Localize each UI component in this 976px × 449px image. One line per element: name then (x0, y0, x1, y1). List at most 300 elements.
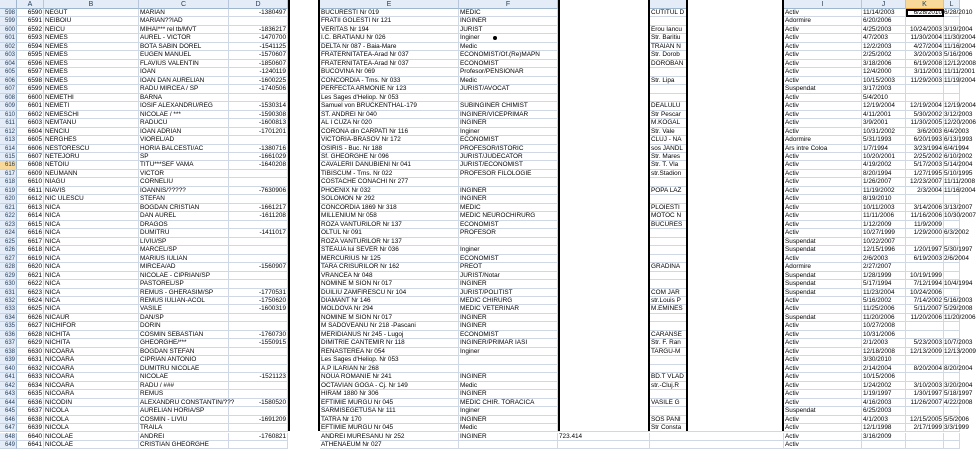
cell-i[interactable]: Activ (784, 77, 862, 85)
cell-a[interactable]: 6616 (17, 229, 44, 237)
cell-c[interactable]: STEFAN (139, 195, 229, 203)
row-header[interactable]: 649 (0, 441, 17, 449)
cell-c[interactable]: TITU***SEF VAMA (139, 161, 229, 169)
cell-f[interactable]: SUBINGINER CHIMIST (459, 102, 558, 110)
cell-h[interactable]: COM JAR (650, 289, 784, 297)
cell-f[interactable]: ECONOMIST/Of.(Re)MAPN (459, 51, 558, 59)
cell-h[interactable]: PLOIESTI (650, 204, 784, 212)
cell-e[interactable]: CONCORDIA 1869 Nr 318 (320, 204, 459, 212)
row-header[interactable]: 642 (0, 382, 17, 390)
cell-a[interactable]: 6612 (17, 195, 44, 203)
row-header[interactable]: 605 (0, 68, 17, 76)
cell-b[interactable]: NEMESCHI (44, 111, 139, 119)
cell-j[interactable]: 10/11/2003 (862, 204, 906, 212)
cell-i[interactable]: Activ (784, 51, 862, 59)
cell-l[interactable]: 11/20/2006 (944, 313, 976, 321)
cell-d[interactable] (229, 280, 288, 288)
row-header[interactable]: 646 (0, 416, 17, 424)
cell-i[interactable]: Activ (784, 331, 862, 339)
cell-h[interactable]: Str Consta (650, 424, 784, 432)
cell-e[interactable]: DIAMANT Nr 146 (320, 297, 459, 305)
cell-b[interactable]: NICA (44, 238, 139, 246)
cell-d[interactable] (229, 356, 288, 364)
row-header[interactable]: 644 (0, 399, 17, 407)
row-header[interactable]: 635 (0, 322, 17, 330)
cell-l[interactable]: 5/10/1995 (944, 169, 973, 177)
cell-j[interactable]: 11/20/2006 (862, 314, 906, 322)
cell-k[interactable] (906, 373, 944, 381)
cell-i[interactable]: Activ (784, 229, 862, 237)
cell-d[interactable]: -1411017 (229, 229, 288, 237)
cell-l[interactable] (944, 322, 960, 330)
cell-f[interactable] (459, 356, 558, 364)
cell-k[interactable] (906, 433, 944, 441)
cell-b[interactable]: NICOLA (44, 407, 139, 415)
cell-b[interactable]: NICA (44, 297, 139, 305)
cell-d[interactable]: -1691209 (229, 416, 288, 424)
cell-a[interactable]: 6620 (17, 263, 44, 271)
cell-e[interactable]: OCTAVIAN GOGA - Cj. Nr 149 (320, 382, 459, 390)
cell-l[interactable]: 6/4/2003 (944, 127, 969, 135)
row-header[interactable]: 627 (0, 255, 17, 263)
cell-e[interactable]: RENASTEREA Nr 054 (320, 348, 459, 356)
cell-e[interactable]: M SADOVEANU Nr 218 -Pascani (320, 322, 459, 330)
cell-a[interactable]: 6605 (17, 136, 44, 144)
column-header-f[interactable]: F (459, 0, 558, 9)
cell-j[interactable]: 12/4/2000 (862, 68, 906, 76)
cell-a[interactable]: 6618 (17, 246, 44, 254)
cell-d[interactable]: -1590308 (229, 111, 288, 119)
cell-l[interactable]: 11/19/2004 (944, 76, 976, 84)
cell-c[interactable]: AURELIAN HORIA/SP (139, 407, 229, 415)
cell-a[interactable]: 6626 (17, 314, 44, 322)
cell-k[interactable] (906, 263, 944, 271)
cell-d[interactable] (229, 272, 288, 280)
cell-f[interactable]: INGINER (459, 314, 558, 322)
cell-j[interactable]: 11/23/2004 (862, 289, 906, 297)
cell-l[interactable]: 4/22/2008 (944, 398, 973, 406)
cell-a[interactable]: 6593 (17, 34, 44, 42)
cell-e[interactable]: MILLENIUM Nr 058 (320, 212, 459, 220)
cell-k[interactable]: 11/29/2003 (906, 77, 944, 85)
cell-i[interactable]: Activ (784, 373, 862, 381)
cell-d[interactable]: -1740506 (229, 85, 288, 93)
cell-f[interactable]: ECONOMIST (459, 255, 558, 263)
cell-c[interactable]: RADU / ### (139, 382, 229, 390)
cell-f[interactable]: Medic (459, 77, 558, 85)
cell-b[interactable]: NEMES (44, 34, 139, 42)
cell-d[interactable] (229, 238, 288, 246)
cell-j[interactable]: 2/1/2003 (862, 339, 906, 347)
cell-c[interactable]: DUMITRU (139, 229, 229, 237)
cell-a[interactable]: 6621 (17, 272, 44, 280)
cell-b[interactable]: NEMES (44, 51, 139, 59)
cell-b[interactable]: NICA (44, 246, 139, 254)
cell-j[interactable]: 1/7/1994 (862, 145, 906, 153)
cell-e[interactable]: ROZA VANTURILOR Nr 137 (320, 221, 459, 229)
cell-l[interactable]: 11/11/2001 (944, 68, 976, 76)
cell-h[interactable]: Erou Iancu (650, 26, 784, 34)
cell-j[interactable]: 10/22/2007 (862, 238, 906, 246)
cell-f[interactable]: Inginer (459, 348, 558, 356)
cell-e[interactable]: ANDREI MURESANU Nr 252 (320, 433, 459, 441)
cell-k[interactable]: 5/17/2003 (906, 161, 944, 169)
cell-a[interactable]: 6604 (17, 128, 44, 136)
cell-d[interactable]: -1600225 (229, 77, 288, 85)
cell-a[interactable]: 6630 (17, 348, 44, 356)
row-header[interactable]: 602 (0, 43, 17, 51)
cell-a[interactable]: 6636 (17, 399, 44, 407)
cell-c[interactable]: RADU MIRCEA / SP (139, 85, 229, 93)
cell-i[interactable]: Suspendat (784, 280, 862, 288)
cell-i[interactable]: Suspendat (784, 272, 862, 280)
cell-k[interactable]: 11/20/2006 (906, 314, 944, 322)
cell-f[interactable]: INGINER (459, 433, 558, 441)
cell-d[interactable] (229, 255, 288, 263)
cell-h[interactable]: VASILE G (650, 399, 784, 407)
cell-k[interactable]: 5/11/2007 (906, 305, 944, 313)
row-header[interactable]: 617 (0, 170, 17, 178)
cell-h[interactable]: CLUJ - NA (650, 136, 784, 144)
cell-d[interactable]: -1541125 (229, 43, 288, 51)
cell-e[interactable]: PERFECTA ARMONIE Nr 123 (320, 85, 459, 93)
cell-e[interactable]: TARA CRISURILOR Nr 162 (320, 263, 459, 271)
cell-e[interactable]: DUILIU ZAMFIRESCU Nr 104 (320, 289, 459, 297)
row-header[interactable]: 647 (0, 424, 17, 432)
cell-k[interactable] (906, 94, 944, 102)
row-header[interactable]: 598 (0, 9, 17, 17)
cell-b[interactable]: NEMES (44, 60, 139, 68)
cell-i[interactable]: Activ (784, 221, 862, 229)
cell-j[interactable]: 11/19/2002 (862, 187, 906, 195)
cell-l[interactable]: 5/29/2008 (944, 305, 973, 313)
cell-f[interactable] (459, 238, 558, 246)
cell-b[interactable]: NEMETI (44, 102, 139, 110)
row-header[interactable]: 639 (0, 356, 17, 364)
cell-f[interactable]: JURIST/Notar (459, 272, 558, 280)
cell-a[interactable]: 6594 (17, 43, 44, 51)
cell-l[interactable] (944, 331, 960, 339)
cell-h[interactable]: BUCURES (650, 221, 784, 229)
cell-b[interactable]: NICODIN (44, 399, 139, 407)
cell-e[interactable]: VRANCEA Nr 048 (320, 272, 459, 280)
cell-e[interactable]: TATRA Nr 170 (320, 416, 459, 424)
cell-b[interactable]: NICOARA (44, 356, 139, 364)
cell-j[interactable]: 10/20/2001 (862, 153, 906, 161)
cell-e[interactable]: OLTUL Nr 091 (320, 229, 459, 237)
row-header[interactable]: 623 (0, 221, 17, 229)
cell-c[interactable]: CORNELIU (139, 178, 229, 186)
cell-e[interactable]: MERIDIANUS Nr 245 - Lugoj (320, 331, 459, 339)
cell-c[interactable]: MIRCEA/AD (139, 263, 229, 271)
cell-d[interactable]: -1750620 (229, 297, 288, 305)
cell-e[interactable]: SARMISEGETUSA Nr 111 (320, 407, 459, 415)
cell-b[interactable]: NICA (44, 229, 139, 237)
cell-f[interactable]: ECONOMIST (459, 60, 558, 68)
row-header[interactable]: 608 (0, 94, 17, 102)
cell-b[interactable]: NEMETHI (44, 94, 139, 102)
cell-i[interactable]: Activ (784, 94, 862, 102)
cell-f[interactable]: INGINER/VICEPRIMAR (459, 111, 558, 119)
cell-d[interactable] (229, 246, 288, 254)
cell-d[interactable] (229, 17, 288, 25)
cell-h[interactable]: Str. Lipa (650, 77, 784, 85)
cell-b[interactable]: NEMTANU (44, 119, 139, 127)
cell-l[interactable]: 12/20/2006 (944, 119, 976, 127)
cell-c[interactable]: MIHAI*** rel tb/MVT (139, 26, 229, 34)
row-header[interactable]: 629 (0, 272, 17, 280)
cell-k[interactable] (906, 441, 944, 449)
cell-j[interactable]: 1/26/2007 (862, 178, 906, 186)
cell-f[interactable]: INGINER (459, 416, 558, 424)
row-header[interactable]: 637 (0, 339, 17, 347)
cell-l[interactable]: 10/4/1994 (944, 280, 973, 288)
cell-i[interactable]: Suspendat (784, 289, 862, 297)
cell-l[interactable]: 11/16/2004 (944, 186, 976, 194)
cell-j[interactable]: 3/17/2003 (862, 85, 906, 93)
cell-k[interactable]: 12/23/2007 (906, 178, 944, 186)
cell-f[interactable]: INGINER (459, 195, 558, 203)
cell-d[interactable]: -1560907 (229, 263, 288, 271)
cell-j[interactable] (862, 441, 906, 449)
cell-l[interactable] (944, 289, 960, 297)
cell-l[interactable]: 8/20/2004 (944, 364, 973, 372)
cell-d[interactable]: -1760730 (229, 331, 288, 339)
cell-b[interactable]: NIC ULESCU (44, 195, 139, 203)
row-header[interactable]: 630 (0, 280, 17, 288)
cell-b[interactable]: NICA (44, 204, 139, 212)
cell-l[interactable]: 6/13/1993 (944, 136, 973, 144)
cell-e[interactable]: EFTIMIE MURGU Nr 045 (320, 399, 459, 407)
cell-d[interactable]: -1521123 (229, 373, 288, 381)
cell-f[interactable]: JURIST (459, 26, 558, 34)
cell-a[interactable]: 6624 (17, 297, 44, 305)
cell-d[interactable] (229, 407, 288, 415)
cell-d[interactable]: -1850607 (229, 60, 288, 68)
cell-h[interactable]: str.Louis P (650, 297, 784, 305)
cell-l[interactable] (944, 221, 960, 229)
cell-l[interactable]: 11/30/2004 (944, 34, 976, 42)
cell-k[interactable]: 3/6/2003 (906, 128, 944, 136)
cell-d[interactable]: -1570607 (229, 51, 288, 59)
cell-d[interactable]: -1470700 (229, 34, 288, 42)
row-header[interactable]: 616 (0, 161, 17, 169)
cell-f[interactable]: Inginer (459, 246, 558, 254)
cell-i[interactable]: Activ (784, 43, 862, 51)
cell-h[interactable]: GRADINA (650, 263, 784, 271)
cell-a[interactable]: 6622 (17, 280, 44, 288)
row-header[interactable]: 612 (0, 128, 17, 136)
cell-a[interactable]: 6633 (17, 373, 44, 381)
cell-a[interactable]: 6634 (17, 382, 44, 390)
cell-c[interactable]: REMUS - GHERASIM/SP (139, 289, 229, 297)
cell-i[interactable]: Activ (784, 339, 862, 347)
cell-c[interactable]: BOTA SABIN DOREL (139, 43, 229, 51)
cell-k[interactable] (906, 407, 944, 415)
cell-i[interactable]: Activ (784, 322, 862, 330)
cell-e[interactable]: ROZA VANTURILOR Nr 137 (320, 238, 459, 246)
cell-b[interactable]: NICOARA (44, 382, 139, 390)
cell-d[interactable]: -1600319 (229, 305, 288, 313)
cell-f[interactable]: INGINER (459, 119, 558, 127)
cell-h[interactable]: TRAIAN N (650, 43, 784, 51)
cell-f[interactable]: Medic (459, 43, 558, 51)
cell-f[interactable]: MEDIC NEUROCHIRURG (459, 212, 558, 220)
cell-b[interactable]: NEICU (44, 26, 139, 34)
cell-f[interactable]: Medic (459, 382, 558, 390)
cell-f[interactable] (459, 94, 558, 102)
cell-i[interactable]: Activ (784, 297, 862, 305)
cell-d[interactable] (229, 314, 288, 322)
cell-c[interactable]: IOSIF ALEXANDRU/REG (139, 102, 229, 110)
row-header[interactable]: 600 (0, 26, 17, 34)
cell-k[interactable] (906, 322, 944, 330)
cell-i[interactable]: Activ (784, 433, 862, 441)
cell-i[interactable]: Activ (784, 68, 862, 76)
cell-j[interactable]: 11/25/2006 (862, 305, 906, 313)
cell-k[interactable]: 6/20/1993 (906, 136, 944, 144)
cell-h[interactable]: M.EMINES (650, 305, 784, 313)
cell-k[interactable]: 10/24/2006 (906, 289, 944, 297)
row-header[interactable]: 604 (0, 60, 17, 68)
cell-e[interactable]: NOMINE M SION Nr 017 (320, 280, 459, 288)
cell-d[interactable]: -1701201 (229, 128, 288, 136)
select-all-corner[interactable] (0, 0, 17, 9)
cell-a[interactable]: 6591 (17, 17, 44, 25)
cell-a[interactable]: 6619 (17, 255, 44, 263)
row-header[interactable]: 638 (0, 348, 17, 356)
cell-e[interactable]: Les Sages d'Heliop. Nr 053 (320, 94, 459, 102)
cell-d[interactable] (229, 382, 288, 390)
cell-c[interactable]: NICOLAE / *** (139, 111, 229, 119)
cell-b[interactable]: NICAUR (44, 314, 139, 322)
cell-a[interactable]: 6596 (17, 60, 44, 68)
column-header-j[interactable]: J (862, 0, 906, 9)
cell-a[interactable]: 6640 (17, 433, 44, 441)
cell-a[interactable]: 6627 (17, 322, 44, 330)
row-header[interactable]: 631 (0, 289, 17, 297)
cell-j[interactable]: 5/17/1994 (862, 280, 906, 288)
cell-c[interactable]: MARIAN (139, 9, 229, 17)
cell-j[interactable]: 10/27/2008 (862, 322, 906, 330)
cell-j[interactable]: 4/1/2003 (862, 416, 906, 424)
cell-e[interactable]: BUCOVINA Nr 069 (320, 68, 459, 76)
cell-a[interactable]: 6590 (17, 9, 44, 17)
row-header[interactable]: 621 (0, 204, 17, 212)
row-header[interactable]: 625 (0, 238, 17, 246)
cell-j[interactable]: 10/15/2003 (862, 77, 906, 85)
cell-j[interactable]: 6/25/2003 (862, 407, 906, 415)
cell-c[interactable]: BARNA (139, 94, 229, 102)
cell-c[interactable]: IOAN ADRIAN (139, 128, 229, 136)
row-header[interactable]: 603 (0, 51, 17, 59)
cell-c[interactable]: BOGDAN CRISTIAN (139, 204, 229, 212)
row-header[interactable]: 609 (0, 102, 17, 110)
cell-i[interactable]: Activ (784, 111, 862, 119)
cell-j[interactable]: 5/4/2010 (862, 94, 906, 102)
cell-b[interactable]: NICA (44, 272, 139, 280)
cell-c[interactable]: AUREL - VICTOR (139, 34, 229, 42)
cell-l[interactable] (944, 263, 960, 271)
cell-e[interactable]: VICTORIA-BRASOV Nr 172 (320, 136, 459, 144)
cell-f[interactable]: MEDIC (459, 204, 558, 212)
cell-i[interactable]: Activ (784, 399, 862, 407)
cell-l[interactable]: 3/3/1999 (944, 424, 969, 432)
cell-l[interactable]: 3/12/2003 (944, 110, 973, 118)
cell-i[interactable]: Activ (784, 441, 862, 449)
cell-d[interactable]: -1600813 (229, 119, 288, 127)
cell-c[interactable]: EUGEN MANUEL (139, 51, 229, 59)
cell-e[interactable]: CAVALERII DANUBIENI Nr 041 (320, 161, 459, 169)
cell-h[interactable]: Str. Vale (650, 128, 784, 136)
cell-b[interactable]: NICOARA (44, 348, 139, 356)
cell-d[interactable]: -1380716 (229, 145, 288, 153)
cell-c[interactable]: MARIUS IULIAN (139, 255, 229, 263)
row-header[interactable]: 607 (0, 85, 17, 93)
cell-k[interactable]: 6/19/2008 (906, 60, 944, 68)
cell-i[interactable]: Suspendat (784, 85, 862, 93)
cell-f[interactable]: MEDIC CHIRURG (459, 297, 558, 305)
cell-k[interactable]: 7/14/2002 (906, 297, 944, 305)
cell-a[interactable]: 6639 (17, 424, 44, 432)
cell-c[interactable]: SP (139, 153, 229, 161)
cell-i[interactable]: Suspendat (784, 246, 862, 254)
cell-c[interactable]: DAN AUREL (139, 212, 229, 220)
cell-e[interactable]: MERCURIUS Nr 125 (320, 255, 459, 263)
cell-l[interactable] (944, 17, 960, 25)
cell-c[interactable]: VICTOR (139, 170, 229, 178)
cell-l[interactable] (944, 433, 960, 441)
cell-e[interactable]: STEAUA lui SEVER Nr 036 (320, 246, 459, 254)
cell-e[interactable]: FRATERNITATEA-Arad Nr 037 (320, 51, 459, 59)
cell-l[interactable]: 5/5/2006 (944, 415, 969, 423)
cell-l[interactable]: 3/19/2004 (944, 25, 973, 33)
cell-c[interactable]: LIVIU/SP (139, 238, 229, 246)
cell-l[interactable]: 11/11/2008 (944, 178, 976, 186)
cell-i[interactable]: Activ (784, 60, 862, 68)
cell-h[interactable]: CARANSE (650, 331, 784, 339)
cell-k[interactable]: 10/24/2003 (906, 26, 944, 34)
cell-b[interactable]: NEUMANN (44, 170, 139, 178)
cell-f[interactable]: MEDIC VETERINAR (459, 305, 558, 313)
cell-e[interactable]: SOLOMON Nr 292 (320, 195, 459, 203)
cell-a[interactable]: 6600 (17, 94, 44, 102)
cell-e[interactable]: CORONA din CARPATI Nr 116 (320, 128, 459, 136)
cell-l[interactable]: 6/28/2010 (944, 9, 973, 16)
cell-f[interactable]: ECONOMIST (459, 221, 558, 229)
cell-i[interactable]: Adormire (784, 136, 862, 144)
cell-b[interactable]: NEMES (44, 43, 139, 51)
cell-k[interactable]: 4/27/2004 (906, 43, 944, 51)
cell-k[interactable] (906, 17, 944, 25)
cell-f[interactable] (459, 441, 558, 449)
cell-h[interactable]: BD.T VLAD (650, 373, 784, 381)
cell-l[interactable] (944, 94, 960, 102)
cell-e[interactable]: PHOENIX Nr 032 (320, 187, 459, 195)
cell-d[interactable]: -1760821 (229, 433, 288, 441)
cell-d[interactable]: -1770531 (229, 289, 288, 297)
cell-i[interactable]: Suspendat (784, 238, 862, 246)
cell-b[interactable]: NICOARA (44, 365, 139, 373)
column-header-c[interactable]: C (139, 0, 229, 9)
cell-f[interactable]: Inginer (459, 34, 558, 42)
cell-a[interactable]: 6617 (17, 238, 44, 246)
cell-e[interactable]: FRATERNITATEA-Arad Nr 037 (320, 60, 459, 68)
cell-j[interactable]: 11/14/2003 (862, 9, 906, 17)
cell-c[interactable]: CRISTIAN GHEORGHE (139, 441, 229, 449)
cell-i[interactable]: Activ (784, 390, 862, 398)
cell-c[interactable]: NICOLAE (139, 373, 229, 381)
